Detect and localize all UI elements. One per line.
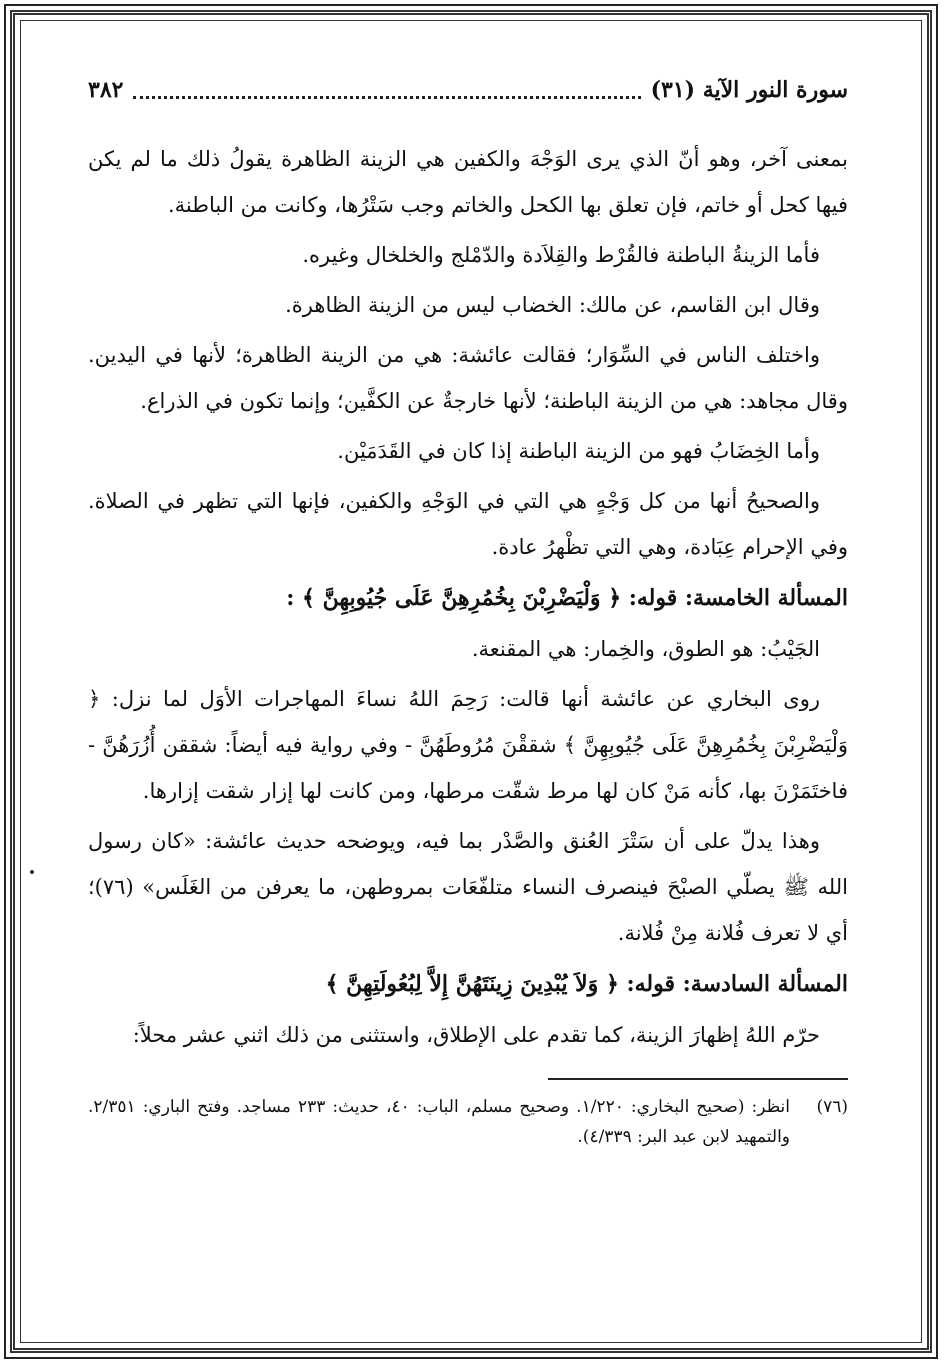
quran-verse: ﴿ وَلْيَضْرِبْنَ بِخُمُرِهِنَّ عَلَى جُيُوبِهِنَّ ﴾ : xyxy=(286,585,622,611)
section-heading-6 xyxy=(88,960,848,1008)
paragraph: واختلف الناس في السِّوَار؛ فقالت عائشة: هي من الزينة الظاهرة؛ لأنها في اليدين. وقال مجاهد: هي من الزينة الباطنة؛ لأنها خارجةٌ عن الكفَّين؛ وإنما تكون في الذراع. xyxy=(88,343,848,413)
page-number: ٣٨٢ xyxy=(88,77,124,103)
footnote-text: انظر: (صحيح البخاري: ١/٢٢٠. وصحيح مسلم، الباب: ٤٠، حديث: ٢٣٣ مساجد. وفتح الباري: ٢/٣٥١. والتمهيد لابن عبد البر: ٤/٣٣٩). xyxy=(88,1097,790,1147)
heading-label: المسألة الخامسة: قوله: xyxy=(628,585,848,611)
paragraph: والصحيحُ أنها من كل وَجْهٍ هي التي في الوَجْهِ والكفين، فإنها التي تظهر في الصلاة. وفي الإحرام عِبَادة، وهي التي تظْهرُ عادة. xyxy=(88,489,848,559)
paragraph: فأما الزينةُ الباطنة فالقُرْط والقِلاَدة والدّمْلج والخلخال وغيره. xyxy=(302,243,820,267)
header-leader-dots xyxy=(133,82,640,99)
paragraph: وقال ابن القاسم، عن مالك: الخضاب ليس من الزينة الظاهرة. xyxy=(285,293,820,317)
running-title: سورة النور الآية (٣١) xyxy=(650,77,848,103)
paragraph: وأما الخِضَابُ فهو من الزينة الباطنة إذا كان في القَدَمَيْن. xyxy=(337,439,820,463)
paragraph: روى البخاري عن عائشة أنها قالت: رَحِمَ اللهُ نساءَ المهاجرات الأوَل لما نزل: ﴿ وَلْيَضْرِبْنَ بِخُمُرِهِنَّ عَلَى جُيُوبِهِنَّ ﴾ شققْنَ مُرُوطَهُنَّ - وفي رواية فيه أيضاً: شققن أُزُرَهُنَّ - فاختَمَرْنَ بها، كأنه مَنْ كان لها مرط شقّت مرطها، ومن كانت لها إزار شقت إزارها. xyxy=(88,687,848,803)
footnote-separator xyxy=(548,1078,848,1080)
page-content xyxy=(88,70,848,1320)
paragraph: حرّم اللهُ إظهارَ الزينة، كما تقدم على الإطلاق، واستثنى من ذلك اثني عشر محلاً: xyxy=(132,1023,820,1047)
paragraph: الجَيْبُ: هو الطوق، والخِمار: هي المقنعة. xyxy=(471,637,820,661)
footnote-number: (٧٦) xyxy=(816,1097,848,1117)
page-header xyxy=(88,70,848,110)
stray-ink-mark xyxy=(30,870,34,874)
paragraph: وهذا يدلّ على أن سَتْرَ العُنق والصَّدْر بما فيه، ويوضحه حديث عائشة: «كان رسول الله ﷺ يصلّي الصبْحَ فينصرف النساء متلفّعَات بمروطهن، ما يعرفن من الغَلَس» (٧٦)؛ أي لا تعرف فُلانة مِنْ فُلانة. xyxy=(88,829,848,945)
section-heading-5 xyxy=(88,574,848,622)
quran-verse: ﴿ وَلاَ يُبْدِينَ زِينَتَهُنَّ إِلاَّ لِبُعُولَتِهِنَّ ﴾ xyxy=(325,971,619,997)
paragraph: بمعنى آخر، وهو أنّ الذي يرى الوَجْهَ والكفين هي الزينة الظاهرة يقولُ ذلك ما لم يكن فيها كحل أو خاتم، فإن تعلق بها الكحل والخاتم وجب سَتْرُها، وكانت من الباطنة. xyxy=(88,147,848,217)
heading-label: المسألة السادسة: قوله: xyxy=(626,971,848,997)
footnote xyxy=(88,1092,848,1152)
